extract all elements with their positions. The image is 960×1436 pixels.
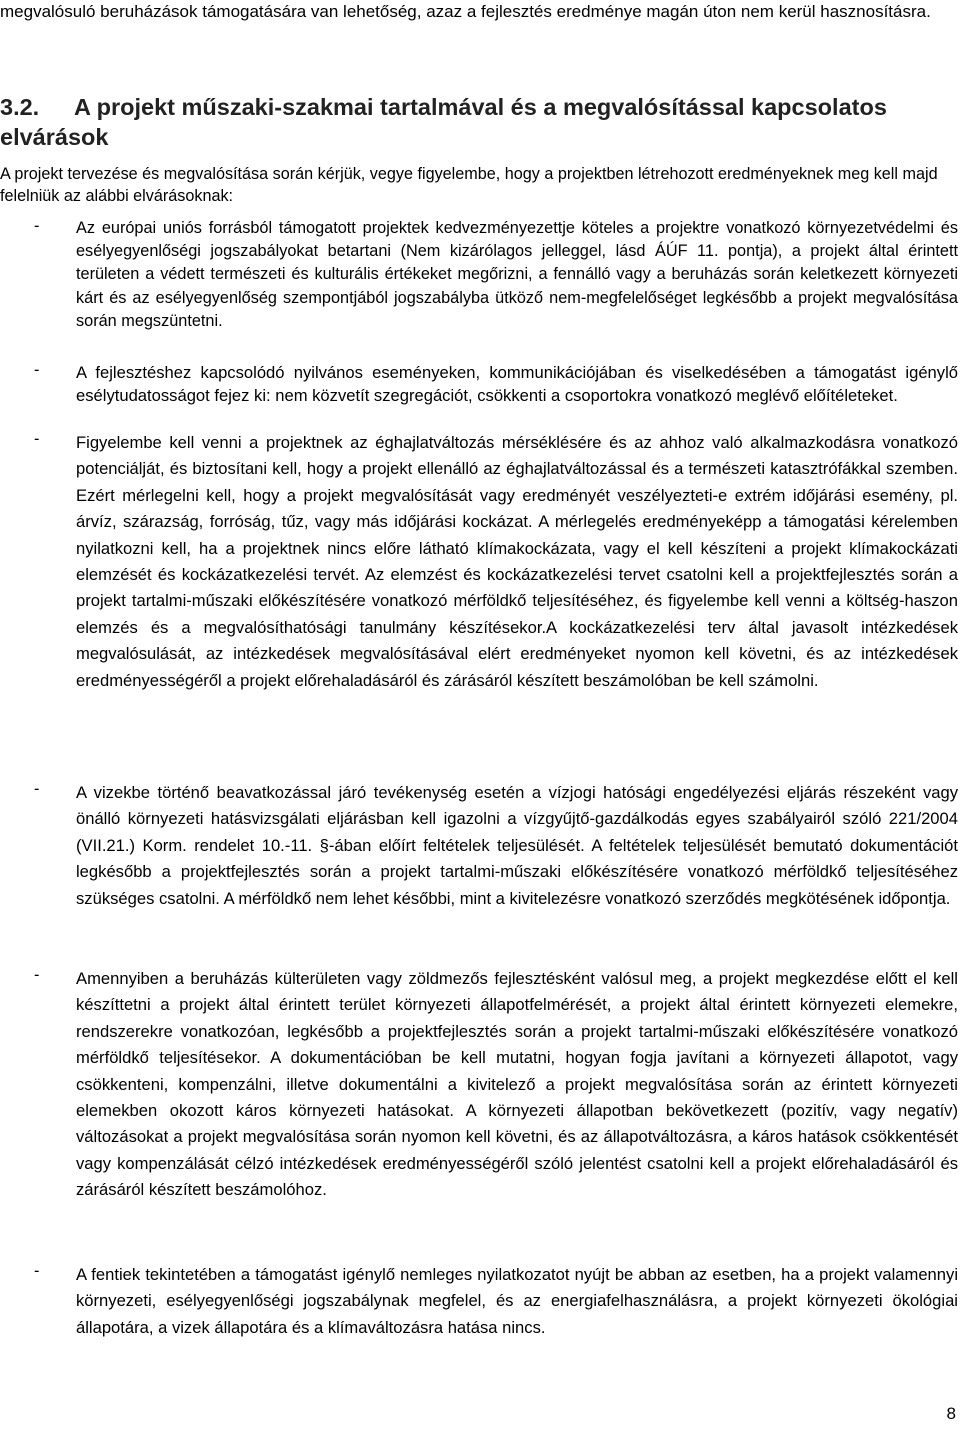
bullet-dash: - bbox=[34, 430, 40, 448]
list-item-text: Figyelembe kell venni a projektnek az éghajlatváltozás mérséklésére és az ahhoz való alkalmazkodásra vonatkozó potenciálját, és biztosítani kell, hogy a projekt ellenálló az éghajlatváltozással és a természeti katasztrófákkal szemben. Ezért mérlegelni kell, hogy a projekt megvalósítását vagy eredményét veszélyezteti-e extrém időjárási esemény, pl. árvíz, szárazság, forróság, tűz, vagy más időjárási kockázat. A mérlegelés eredményeképp a támogatási kérelemben nyilatkozni kell, ha a projektnek nincs előre látható klímakockázata, vagy el kell készíteni a projekt klímakockázati elemzését és kockázatkezelési tervét. Az elemzést és kockázatkezelési tervet csatolni kell a projektfejlesztés során a projekt tartalmi-műszaki előkészítésére vonatkozó mérföldkő teljesítéséhez, és figyelembe kell venni a költség-haszon elemzés és a megvalósíthatósági tanulmány készítésekor.A kockázatkezelési terv által javasolt intézkedések megvalósulását, az intézkedések megvalósításával elért eredményeket nyomon kell követni, és az intézkedések eredményességéről a projekt előrehaladásáról és zárásáról készített beszámolóban be kell számolni. bbox=[76, 433, 958, 690]
list-item bbox=[0, 361, 958, 408]
section-title: A projekt műszaki-szakmai tartalmával és a megvalósítással kapcsolatos elvárások bbox=[0, 94, 887, 150]
list-item bbox=[0, 966, 958, 1204]
list-item-text: Az európai uniós forrásból támogatott projektek kedvezményezettje köteles a projektre vonatkozó környezetvédelmi és esélyegyenlőségi jogszabályokat betartani (Nem kizárólagos jelleggel, lásd ÁÚF 11. pontja), a projekt által érintett területen a védett természeti és kulturális értékeket megőrizni, a fennálló vagy a beruházás során keletkezett környezeti kárt és az esélyegyenlőség szempontjából jogszabályba ütköző nem-megfelelőséget legkésőbb a projekt megvalósítása során megszüntetni. bbox=[76, 219, 958, 330]
list-item bbox=[0, 217, 958, 333]
bullet-dash: - bbox=[34, 1262, 40, 1280]
list-item-text: A fejlesztéshez kapcsolódó nyilvános eseményeken, kommunikációjában és viselkedésében a támogatást igénylő esélytudatosságot fejez ki: nem közvetít szegregációt, csökkenti a csoportokra vonatkozó meglévő előítéleteket. bbox=[76, 363, 958, 406]
list-item-text: A vizekbe történő beavatkozással járó tevékenység esetén a vízjogi hatósági engedélyezési eljárás részeként vagy önálló környezeti hatásvizsgálati eljárásban kell igazolni a vízgyűjtő-gazdálkodás egyes szabályairól szóló 221/2004 (VII.21.) Korm. rendelet 10.-11. §-ában előírt feltételek teljesülését. A feltételek teljesülését bemutató dokumentációt legkésőbb a projektfejlesztés során a projekt tartalmi-műszaki előkészítésére vonatkozó mérföldkő teljesítéséhez szükséges csatolni. A mérföldkő nem lehet későbbi, mint a kivitelezésre vonatkozó szerződés megkötésének időpontja. bbox=[76, 783, 958, 908]
intro-paragraph: megvalósuló beruházások támogatására van lehetőség, azaz a fejlesztés eredménye magán úton nem kerül hasznosításra. bbox=[0, 2, 931, 21]
bullet-dash: - bbox=[34, 780, 40, 798]
list-item bbox=[0, 430, 958, 694]
page-number: 8 bbox=[946, 1404, 956, 1423]
bullet-dash: - bbox=[34, 217, 40, 235]
list-item-text: A fentiek tekintetében a támogatást igénylő nemleges nyilatkozatot nyújt be abban az esetben, ha a projekt valamennyi környezeti, esélyegyenlőségi jogszabálynak megfelel, és az energiafelhasználásra, a projekt környezeti ökológiai állapotára, a vizek állapotára és a klímaváltozásra hatása nincs. bbox=[76, 1265, 958, 1337]
bullet-dash: - bbox=[34, 361, 40, 379]
list-item bbox=[0, 780, 958, 912]
list-item bbox=[0, 1262, 958, 1341]
section-number: 3.2. bbox=[0, 94, 40, 120]
list-item-text: Amennyiben a beruházás külterületen vagy zöldmezős fejlesztésként valósul meg, a projekt megkezdése előtt el kell készíttetni a projekt által érintett terület környezeti állapotfelmérését, a projekt által érintett környezeti elemekre, rendszerekre vonatkozóan, legkésőbb a projektfejlesztés során a projekt tartalmi-műszaki előkészítésére vonatkozó mérföldkő teljesítésekor. A dokumentációban be kell mutatni, hogyan fogja javítani a környezeti állapotot, vagy csökkenteni, kompenzálni, illetve dokumentálni a kivitelező a projekt megvalósítása során az érintett környezeti elemekben okozott káros környezeti hatásokat. A környezeti állapotban bekövetkezett (pozitív, vagy negatív) változásokat a projekt megvalósítása során nyomon kell követni, és az állapotváltozásra, a káros hatások csökkentését vagy kompenzálását célzó intézkedések eredményességéről szóló jelentést csatolni kell a projekt előrehaladásáról és zárásáról készített beszámolóhoz. bbox=[76, 969, 958, 1200]
lead-paragraph: A projekt tervezése és megvalósítása során kérjük, vegye figyelembe, hogy a projektben létrehozott eredményeknek meg kell majd felelniük az alábbi elvárásoknak: bbox=[0, 165, 938, 205]
bullet-dash: - bbox=[34, 966, 40, 984]
section-heading bbox=[0, 92, 958, 152]
